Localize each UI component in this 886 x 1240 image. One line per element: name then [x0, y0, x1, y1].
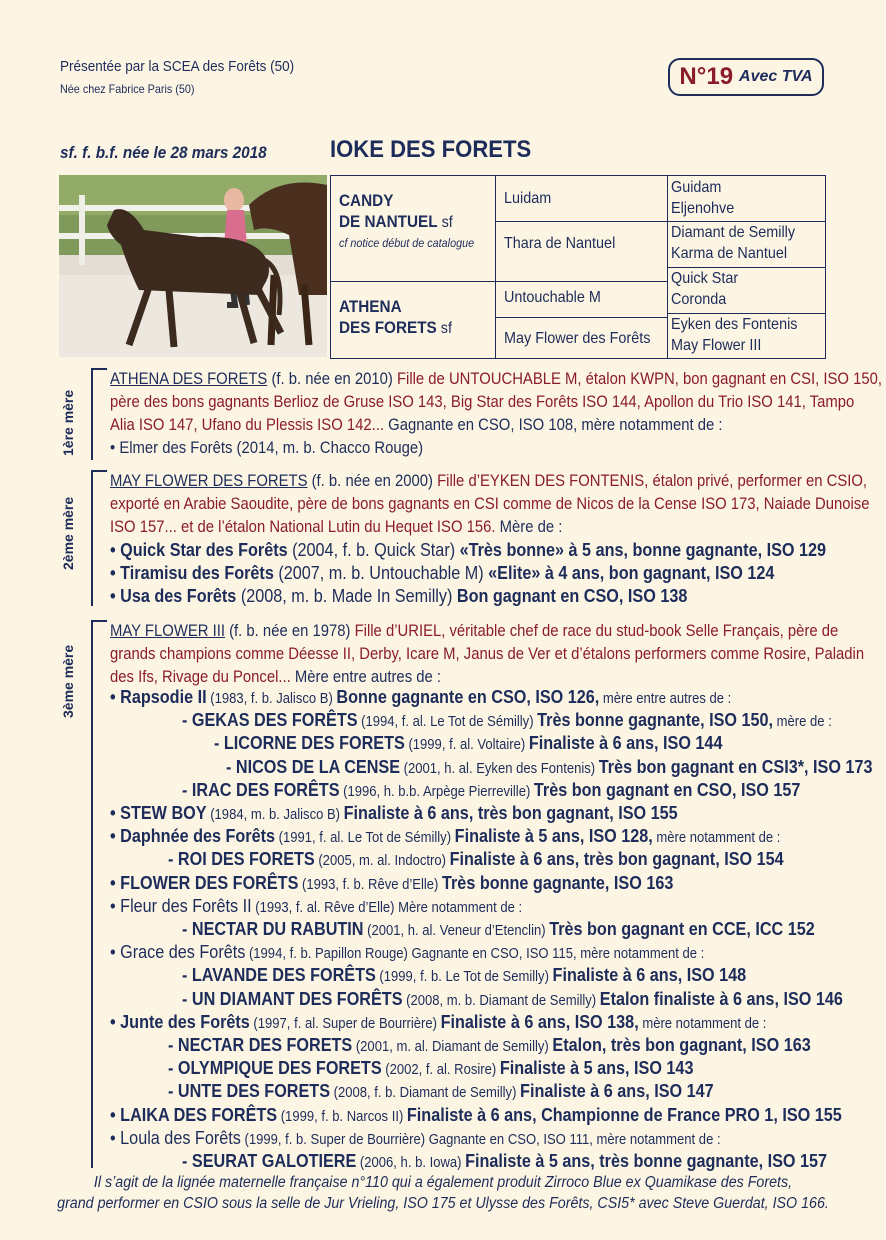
gen1-line3b: Gagnante en CSO, ISO 108, mère notamment de : — [384, 416, 723, 434]
gen3-bracket — [91, 620, 93, 1168]
gen3-bracket-top — [91, 620, 107, 622]
offspring-info: (1994, f. al. Le Tot de Sémilly) — [357, 714, 538, 731]
pedigree-sire — [331, 176, 496, 282]
gen1-line2: père des bons gagnants Berlioz de Gruse ISO 143, Big Star des Forêts ISO 144, Apollon du Trio ISO 141, Tampo — [110, 393, 855, 411]
offspring-result: Finaliste à 5 ans, ISO 128, — [454, 826, 653, 847]
offspring-info: (1994, f. b. Papillon Rouge) Gagnante en CSO, ISO 115, mère notamment de : — [245, 946, 705, 963]
pedigree-g2 — [496, 222, 668, 282]
gen2-line2: exporté en Arabie Saoudite, père de bons gagnants en CSI comme de Nicos de la Cense ISO 173, Naiade Dunoise — [110, 495, 870, 513]
gg1-name: Guidam — [671, 179, 722, 196]
offspring-line — [168, 1057, 693, 1082]
offspring-line — [182, 918, 815, 943]
offspring-line — [168, 848, 784, 873]
gen3-text — [110, 620, 865, 689]
pedigree-gg34 — [668, 222, 825, 268]
offspring-line — [110, 1011, 766, 1036]
g4-name: May Flower des Forêts — [504, 330, 651, 347]
offspring-result: Très bonne gagnante, ISO 163 — [442, 872, 674, 893]
offspring-line — [182, 709, 832, 734]
gg6-name: Coronda — [671, 291, 727, 308]
offspring-info: (1991, f. al. Le Tot de Sémilly) — [275, 830, 455, 847]
offspring-name: - GEKAS DES FORÊTS — [182, 710, 358, 731]
pedigree-table — [330, 175, 826, 359]
offspring-name: - UN DIAMANT DES FORÊTS — [182, 988, 403, 1009]
offspring-info: (1996, h. b.b. Arpège Pierreville) — [339, 783, 534, 800]
gen2-text — [110, 470, 870, 539]
offspring-name: • Grace des Forêts — [110, 942, 246, 963]
offspring-name: • Tiramisu des Forêts — [110, 563, 274, 583]
pedigree-g1 — [496, 176, 668, 222]
gg5-name: Quick Star — [671, 270, 739, 287]
gen3-label: 3ème mère — [60, 644, 76, 718]
gen2-line3a: ISO 157... et de l’étalon National Lutin du Hequet ISO 156. — [110, 518, 496, 536]
offspring-name: - NECTAR DES FORETS — [168, 1035, 353, 1055]
offspring-line — [110, 1127, 721, 1152]
gg4-name: Karma de Nantuel — [671, 245, 788, 262]
gen2-bracket — [91, 470, 93, 606]
offspring-line — [110, 562, 774, 585]
offspring-name: • Quick Star des Forêts — [110, 540, 288, 560]
gen1-label: 1ère mère — [60, 389, 76, 456]
gg3-name: Diamant de Semilly — [671, 224, 796, 241]
pedigree-gg78 — [668, 314, 825, 358]
offspring-result: «Elite» à 4 ans, bon gagnant, ISO 124 — [488, 563, 775, 583]
gen1-text — [110, 368, 883, 460]
offspring-name: - NECTAR DU RABUTIN — [182, 919, 364, 939]
offspring-info: (2006, h. b. Iowa) — [356, 1155, 466, 1171]
offspring-info: (2007, m. b. Untouchable M) — [273, 563, 489, 583]
offspring-line — [214, 732, 722, 757]
gen3-line3a: des Ifs, Rivage du Poncel... — [110, 668, 291, 686]
offspring-line — [168, 1080, 714, 1105]
lot-number: N°19 — [679, 63, 734, 90]
offspring-line — [110, 539, 826, 562]
offspring-name: • FLOWER DES FORÊTS — [110, 872, 299, 893]
gen2-sire-desc: Fille d’EYKEN DES FONTENIS, étalon privé, performer en CSIO, — [437, 472, 868, 490]
offspring-result: Finaliste à 6 ans, ISO 148 — [552, 965, 747, 986]
footer-line2: grand performer en CSIO sous la selle de Jur Vrieling, ISO 175 et Ulysse des Forêts, CSI5* avec Steve Guerdat, ISO 166. — [57, 1195, 829, 1212]
gen2-line3b: Mère de : — [495, 518, 563, 536]
offspring-name: - LAVANDE DES FORÊTS — [182, 965, 376, 986]
offspring-name: - LICORNE DES FORETS — [214, 733, 405, 754]
offspring-result: Très bon gagnant en CCE, ICC 152 — [549, 919, 815, 939]
offspring-note: mère entre autres de : — [599, 691, 732, 707]
offspring-result: Très bonne gagnante, ISO 150, — [537, 710, 774, 731]
offspring-line — [110, 802, 678, 827]
offspring-info: (2002, f. al. Rosire) — [381, 1062, 500, 1079]
gen3-dam-info: (f. b. née en 1978) — [224, 622, 355, 640]
gen3-line2: grands champions comme Déesse II, Derby, Icare M, Janus de Ver et d’étalons performers comme Rosire, Paladin — [110, 645, 865, 663]
vat-label: Avec TVA — [739, 68, 813, 85]
offspring-info: (1997, f. al. Super de Bourrière) — [249, 1015, 441, 1032]
offspring-note: mère notamment de : — [652, 830, 781, 847]
offspring-info: (1984, m. b. Jalisco B) — [206, 807, 344, 823]
offspring-info: (1993, f. b. Rêve d’Elle) — [298, 876, 443, 893]
sire-name-line2: DE NANTUEL — [339, 212, 438, 231]
gen2-label: 2ème mère — [60, 496, 76, 570]
gen1-dam-info: (f. b. née en 2010) — [267, 370, 397, 388]
offspring-name: - NICOS DE LA CENSE — [226, 756, 401, 777]
gen2-dam-name: MAY FLOWER DES FORETS — [110, 472, 308, 490]
offspring-result: Finaliste à 6 ans, ISO 147 — [520, 1081, 714, 1102]
offspring-result: Finaliste à 5 ans, très bonne gagnante, ISO 157 — [465, 1151, 828, 1171]
footer-line1: Il s’agit de la lignée maternelle française n°110 qui a également produit Zirroco Blue ex Quamikase des Forets, — [93, 1174, 793, 1191]
offspring-info: (1993, f. al. Rêve d’Elle) Mère notamment de : — [251, 899, 523, 916]
offspring-info: (1999, f. b. Le Tot de Semilly) — [375, 969, 553, 986]
offspring-result: Etalon, très bon gagnant, ISO 163 — [552, 1035, 811, 1055]
pedigree-g4 — [496, 318, 668, 358]
offspring-info: (1999, f. b. Super de Bourrière) Gagnante en CSO, ISO 111, mère notamment de : — [240, 1131, 721, 1148]
offspring-result: Finaliste à 6 ans, ISO 138, — [440, 1011, 639, 1032]
offspring-info: (1983, f. b. Jalisco B) — [206, 691, 337, 707]
pedigree-gg12 — [668, 176, 825, 222]
gen3-line3b: Mère entre autres de : — [290, 668, 442, 686]
gen3-sire-desc: Fille d’URIEL, véritable chef de race du stud-book Selle Français, père de — [354, 622, 839, 640]
g3-name: Untouchable M — [504, 289, 601, 306]
dam-name-line2: DES FORETS — [339, 318, 437, 337]
offspring-result: Finaliste à 6 ans, très bon gagnant, ISO 155 — [343, 803, 678, 823]
offspring-info: (1999, f. b. Narcos II) — [277, 1108, 407, 1125]
gen1-dam-name: ATHENA DES FORETS — [110, 370, 268, 388]
gen1-line3a: Alia ISO 147, Ufano du Plessis ISO 142... — [110, 416, 385, 434]
breeder-text: Née chez Fabrice Paris (50) — [60, 82, 195, 96]
gg7-name: Eyken des Fontenis — [671, 316, 798, 333]
offspring-info: (2001, h. al. Veneur d’Etenclin) — [363, 923, 550, 939]
offspring-line — [110, 585, 687, 608]
offspring-info: (2004, f. b. Quick Star) — [287, 540, 460, 560]
offspring-line — [110, 895, 522, 920]
offspring-info: (2001, m. al. Diamant de Semilly) — [352, 1039, 553, 1055]
offspring-line — [110, 825, 780, 850]
offspring-name: • Junte des Forêts — [110, 1011, 250, 1032]
horse-name: IOKE DES FORETS — [330, 136, 532, 163]
offspring-info: (2001, h. al. Eyken des Fontenis) — [400, 760, 599, 777]
offspring-line — [182, 779, 800, 804]
offspring-line — [182, 964, 746, 989]
foal-photo-image — [59, 175, 327, 357]
gen1-offspring: • Elmer des Forêts (2014, m. b. Chacco Rouge) — [110, 439, 424, 457]
gen1-bracket-top — [91, 368, 107, 370]
footer-note — [20, 1172, 866, 1214]
offspring-name: • Daphnée des Forêts — [110, 826, 276, 847]
gg2-name: Eljenohve — [671, 200, 735, 217]
offspring-line — [110, 941, 704, 966]
birth-info: sf. f. b.f. née le 28 mars 2018 — [60, 143, 267, 162]
lot-badge — [668, 58, 824, 96]
offspring-result: Finaliste à 6 ans, très bon gagnant, ISO 154 — [449, 849, 784, 870]
sire-name-line1: CANDY — [339, 191, 394, 210]
offspring-name: • Usa des Forêts — [110, 586, 237, 606]
offspring-result: «Très bonne» à 5 ans, bonne gagnante, ISO 129 — [459, 540, 827, 560]
foal-photo — [59, 175, 327, 357]
gen1-sire-desc: Fille de UNTOUCHABLE M, étalon KWPN, bon gagnant en CSI, ISO 150, — [396, 370, 883, 388]
offspring-line — [226, 756, 872, 781]
offspring-note: mère de : — [773, 714, 832, 731]
pedigree-g3 — [496, 282, 668, 318]
offspring-line — [168, 1034, 811, 1059]
offspring-result: Etalon finaliste à 6 ans, ISO 146 — [599, 988, 843, 1009]
offspring-result: Finaliste à 6 ans, ISO 144 — [528, 733, 723, 754]
dam-studbook: sf — [436, 320, 452, 337]
offspring-line — [110, 1104, 842, 1129]
presenter-text: Présentée par la SCEA des Forêts (50) — [60, 58, 295, 75]
offspring-info: (2008, f. b. Diamant de Semilly) — [330, 1085, 521, 1102]
offspring-line — [182, 988, 843, 1013]
offspring-result: Finaliste à 6 ans, Championne de France PRO 1, ISO 155 — [406, 1104, 842, 1125]
offspring-line — [110, 872, 673, 897]
offspring-result: Très bon gagnant en CSI3*, ISO 173 — [598, 756, 873, 777]
offspring-line — [110, 686, 731, 711]
offspring-result: Finaliste à 5 ans, ISO 143 — [499, 1058, 694, 1079]
offspring-info: (2008, m. b. Made In Semilly) — [236, 586, 457, 606]
sire-note: cf notice début de catalogue — [339, 236, 475, 250]
offspring-name: - UNTE DES FORETS — [168, 1081, 331, 1102]
gen1-bracket — [91, 368, 93, 460]
g1-name: Luidam — [504, 190, 552, 207]
offspring-name: - IRAC DES FORÊTS — [182, 779, 340, 800]
gg8-name: May Flower III — [671, 337, 762, 354]
offspring-name: • Rapsodie II — [110, 687, 207, 707]
offspring-name: - ROI DES FORETS — [168, 849, 315, 870]
offspring-name: • Fleur des Forêts II — [110, 895, 252, 916]
gen2-dam-info: (f. b. née en 2000) — [307, 472, 438, 490]
pedigree-dam — [331, 282, 496, 358]
sire-studbook: sf — [437, 214, 453, 231]
offspring-info: (2008, m. b. Diamant de Semilly) — [402, 992, 600, 1009]
offspring-info: (2005, m. al. Indoctro) — [314, 853, 450, 870]
offspring-info: (1999, f. al. Voltaire) — [404, 737, 529, 754]
dam-name-line1: ATHENA — [339, 297, 402, 316]
offspring-name: • STEW BOY — [110, 803, 207, 823]
offspring-name: • LAIKA DES FORÊTS — [110, 1104, 278, 1125]
offspring-note: mère notamment de : — [638, 1015, 767, 1032]
offspring-result: Très bon gagnant en CSO, ISO 157 — [533, 779, 801, 800]
offspring-name: - OLYMPIQUE DES FORETS — [168, 1058, 382, 1079]
gen3-dam-name: MAY FLOWER III — [110, 622, 225, 640]
offspring-result: Bon gagnant en CSO, ISO 138 — [456, 586, 688, 606]
g2-name: Thara de Nantuel — [504, 235, 616, 252]
offspring-name: - SEURAT GALOTIERE — [182, 1151, 357, 1171]
gen2-bracket-top — [91, 470, 107, 472]
offspring-name: • Loula des Forêts — [110, 1127, 241, 1148]
pedigree-gg56 — [668, 268, 825, 314]
offspring-result: Bonne gagnante en CSO, ISO 126, — [336, 687, 600, 707]
